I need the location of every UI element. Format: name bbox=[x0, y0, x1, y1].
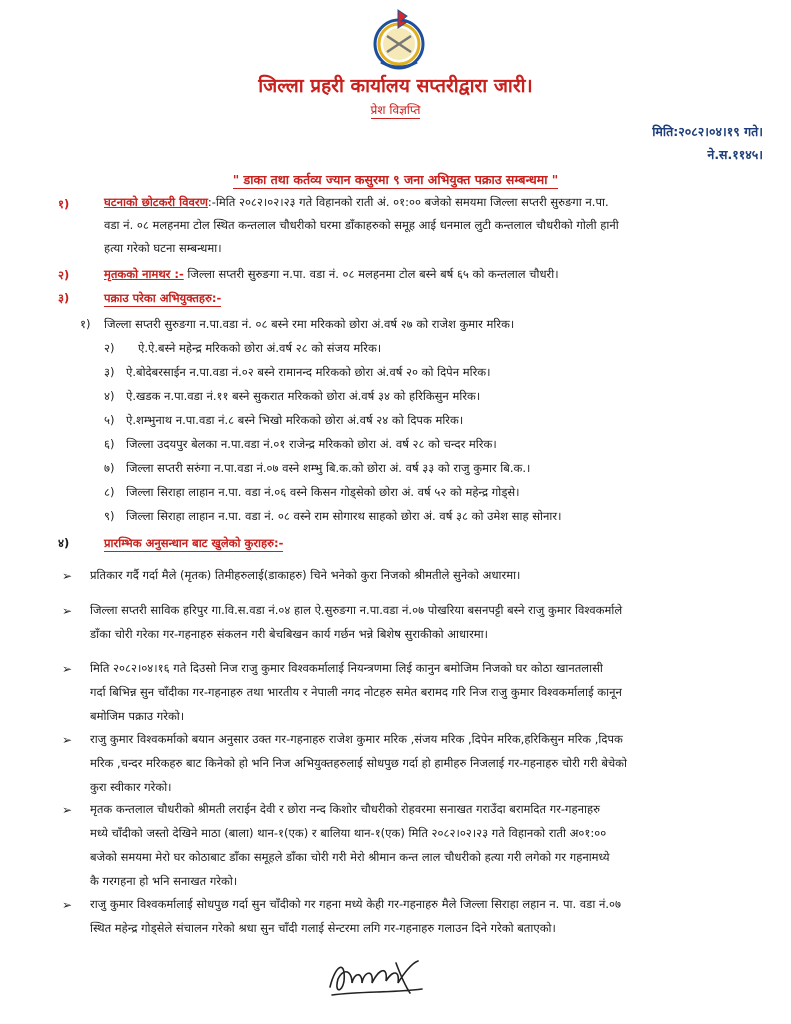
list-item: राजु कुमार विश्वकर्माको बयान अनुसार उक्त गर-गहनाहरु राजेश कुमार मरिक ,संजय मरिक ,दिपेन मरिक,हरिकिसुन मरिक ,दिपक bbox=[90, 732, 623, 746]
list-item-number: ८) bbox=[104, 485, 115, 499]
list-item: मरिक ,चन्दर मरिकहरु बाट किनेको हो भनि निज अभियुक्तहरुलाई सोधपुछ गर्दा हो हामीहरु निजलाई गर-गहनाहरु चोरी गरी बेचेको bbox=[90, 756, 627, 770]
page-title: जिल्ला प्रहरी कार्यालय सप्तरीद्वारा जारी। bbox=[258, 75, 533, 97]
list-item-number: ३) bbox=[104, 365, 115, 379]
list-item: ऐ.बोदेबरसाईन न.पा.वडा नं.०२ बस्ने रामानन्द मरिकको छोरा अं.वर्ष २० को दिपेन मरिक। bbox=[126, 365, 491, 379]
list-item: स्थित महेन्द्र गोड्सेले संचालन गरेको श्रधा सुन चाँदी गलाई सेन्टरमा लगि गर-गहनाहरु गलाउन दिने गरेको बताएको। bbox=[90, 921, 556, 935]
section-3-heading: पक्राउ परेका अभियुक्तहरु:- bbox=[104, 291, 222, 305]
list-item: प्रतिकार गर्दै गर्दा मैले (मृतक) तिमीहरुलाई(डाकाहरु) चिने भनेको कुरा निजको श्रीमतीले सुनेको अधारमा। bbox=[90, 568, 521, 582]
list-item: जिल्ला उदयपुर बेलका न.पा.वडा नं.०१ राजेन्द्र मरिकको छोरा अं. वर्ष २८ को चन्दर मरिक। bbox=[126, 437, 497, 451]
section-4-number: ४) bbox=[58, 536, 70, 550]
list-item: जिल्ला सिराहा लाहान न.पा. वडा नं.०६ वस्ने किसन गोड्सेको छोरा अं. वर्ष ५२ को महेन्द्र गोड्से। bbox=[126, 485, 520, 499]
section-3-number: ३) bbox=[58, 291, 70, 305]
arrow-bullet-icon: ➢ bbox=[62, 898, 73, 912]
list-item: डाँका चोरी गरेका गर-गहनाहरु संकलन गरी बेचबिखन कार्य गर्छन भन्ने बिशेष सुराकीको आधारमा। bbox=[90, 627, 489, 641]
list-item: जिल्ला सप्तरी सरुंगा न.पा.वडा नं.०७ वस्ने शम्भु बि.क.को छोरा अं. वर्ष ३३ को राजु कुमार बि.क.। bbox=[126, 461, 531, 475]
list-item-number: ५) bbox=[104, 413, 115, 427]
date-line: मिति:२०८२।०४।१९ गते। bbox=[652, 124, 763, 139]
section-1-number: १) bbox=[58, 197, 70, 211]
section-1-line-1: घटनाको छोटकरी विवरण:-मिति २०८२।०२।२३ गते विहानको राती अं. ०१:०० बजेको समयमा जिल्ला सप्तरी सुरुङगा न.पा. bbox=[104, 195, 609, 209]
arrow-bullet-icon: ➢ bbox=[62, 733, 73, 747]
list-item: ऐ.खडक न.पा.वडा नं.११ बस्ने सुकरात मरिकको छोरा अं.वर्ष ३४ को हरिकिसुन मरिक। bbox=[126, 389, 481, 403]
list-item-number: ९) bbox=[104, 509, 115, 523]
section-2-number: २) bbox=[58, 268, 70, 282]
arrow-bullet-icon: ➢ bbox=[62, 569, 73, 583]
list-item: राजु कुमार विश्वकर्मालाई सोधपुछ गर्दा सुन चाँदीको गर गहना मध्ये केही गर-गहनाहरु मैले जिल्ला सिराहा लहान न. पा. वडा नं.०७ bbox=[90, 897, 621, 911]
section-1-line-3: हत्या गरेको घटना सम्बन्धमा। bbox=[104, 241, 222, 255]
list-item: जिल्ला सिराहा लाहान न.पा. वडा नं. ०८ वस्ने राम सोगारथ साहको छोरा अं. वर्ष ३८ को उमेश साह सोनार। bbox=[126, 509, 562, 523]
list-item-number: ७) bbox=[104, 461, 115, 475]
list-item: कुरा स्वीकार गरेको। bbox=[90, 780, 172, 794]
list-item-number: ६) bbox=[104, 437, 115, 451]
list-item: ऐ.शम्भुनाथ न.पा.वडा नं.८ बस्ने भिखो मरिकको छोरा अं.वर्ष २४ को दिपक मरिक। bbox=[126, 413, 464, 427]
nepal-police-emblem-icon bbox=[369, 8, 429, 74]
list-item-number: ४) bbox=[104, 389, 115, 403]
section-2-line: मृतकको नामथर :- जिल्ला सप्तरी सुरुङगा न.पा. वडा नं. ०८ मलहनमा टोल बस्ने बर्ष ६५ को कन्तलाल चौधरी। bbox=[104, 267, 559, 281]
list-item: मध्ये चाँदीको जस्तो देखिने माठा (बाला) थान-१(एक) र बालिया थान-१(एक) मिति २०८२।०२।२३ गते विहानको राती अ०१:०० bbox=[90, 826, 607, 840]
list-item: मिति २०८२।०४।१६ गते दिउसो निज राजु कुमार विश्वकर्मालाई नियन्त्रणमा लिई कानुन बमोजिम निजको घर कोठा खानतलासी bbox=[90, 661, 603, 675]
list-item: बमोजिम पक्राउ गरेको। bbox=[90, 709, 185, 723]
list-item: जिल्ला सप्तरी साविक हरिपुर गा.वि.स.वडा नं.०४ हाल ऐ.सुरुङगा न.पा.वडा नं.०७ पोखरिया बसनपट्टी बस्ने राजु कुमार विश्वकर्माले bbox=[90, 603, 623, 617]
press-release-subtitle: प्रेश विज्ञप्ति bbox=[370, 103, 421, 117]
subject-line: " डाका तथा कर्तव्य ज्यान कसुरमा ९ जना अभियुक्त पक्राउ सम्बन्धमा " bbox=[232, 172, 559, 187]
list-item: कै गरगहना हो भनि सनाखत गरेको। bbox=[90, 874, 238, 888]
list-item: जिल्ला सप्तरी सुरुङगा न.पा.वडा नं. ०८ बस्ने रमा मरिकको छोरा अं.वर्ष २७ को राजेश कुमार मरिक। bbox=[104, 317, 515, 331]
list-item: मृतक कन्तलाल चौधरीको श्रीमती लराईन देवी र छोरा नन्द किशोर चौधरीको रोहवरमा सनाखत गराउँदा बरामदित गर-गहनाहरु bbox=[90, 802, 600, 816]
list-item-number: २) bbox=[104, 341, 115, 355]
reference-number: ने.स.११४५। bbox=[707, 147, 763, 162]
arrow-bullet-icon: ➢ bbox=[62, 803, 73, 817]
signature-icon bbox=[322, 953, 432, 1001]
list-item: ऐ.ऐ.बस्ने महेन्द्र मरिकको छोरा अं.वर्ष २८ को संजय मरिक। bbox=[138, 341, 382, 355]
section-1-line-2: वडा नं. ०८ मलहनमा टोल स्थित कन्तलाल चौधरीको घरमा डाँकाहरुको समूह आई धनमाल लुटी कन्तलाल चौधरीको गोली हानी bbox=[104, 218, 619, 232]
section-4-heading: प्रारम्भिक अनुसन्धान बाट खुलेको कुराहरु:- bbox=[104, 536, 284, 550]
arrow-bullet-icon: ➢ bbox=[62, 604, 73, 618]
list-item: बजेको समयमा मेरो घर कोठाबाट डाँका समूहले डाँका चोरी गरी मेरो श्रीमान कन्त लाल चौधरीको हत्या गरी लगेको गर गहनामध्ये bbox=[90, 850, 610, 864]
list-item-number: १) bbox=[80, 317, 91, 331]
list-item: गर्दा बिभिन्न सुन चाँदीका गर-गहनाहरु तथा भारतीय र नेपाली नगद नोटहरु समेत बरामद गरि निज राजु कुमार विश्वकर्मालाई कानून bbox=[90, 685, 622, 699]
section-2-heading: मृतकको नामथर :- bbox=[104, 267, 184, 281]
section-1-heading: घटनाको छोटकरी विवरण bbox=[104, 195, 208, 209]
arrow-bullet-icon: ➢ bbox=[62, 662, 73, 676]
